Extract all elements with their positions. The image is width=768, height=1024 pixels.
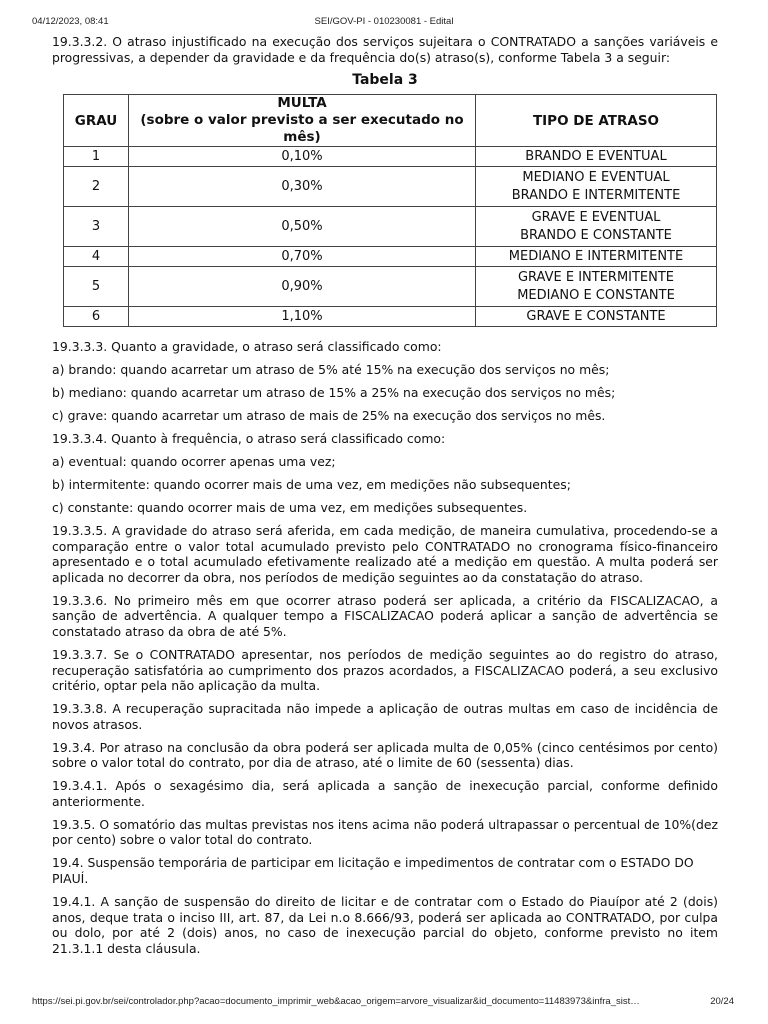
grau-cell: 2 xyxy=(64,167,129,207)
clause-paragraph: 19.3.4.1. Após o sexagésimo dia, será aplicada a sanção de inexecução parcial, conforme definido anteriormente. xyxy=(52,778,718,809)
header-multa xyxy=(129,95,476,147)
tipo-cell xyxy=(476,207,717,247)
document-body xyxy=(52,34,718,964)
clause-paragraph: 19.4. Suspensão temporária de participar em licitação e impedimentos de contratar com o ESTADO DO PIAUÍ. xyxy=(52,855,694,887)
print-footer xyxy=(0,996,768,1010)
print-date: 04/12/2023, 08:41 xyxy=(32,16,109,27)
multa-cell: 0,30% xyxy=(129,167,476,207)
clause-paragraph: b) mediano: quando acarretar um atraso de 15% a 25% na execução dos serviços no mês; xyxy=(52,385,616,401)
clause-paragraph: a) eventual: quando ocorrer apenas uma vez; xyxy=(52,454,336,470)
tipo-line: BRANDO E EVENTUAL xyxy=(525,148,667,164)
tipo-cell xyxy=(476,307,717,327)
clause-paragraph: b) intermitente: quando ocorrer mais de uma vez, em medições não subsequentes; xyxy=(52,477,571,493)
tipo-line: MEDIANO E EVENTUAL xyxy=(522,169,670,185)
tipo-line: GRAVE E EVENTUAL xyxy=(531,209,661,225)
tipo-cell xyxy=(476,147,717,167)
intro-paragraph: 19.3.3.2. O atraso injustificado na execução dos serviços sujeitara o CONTRATADO a sanções variáveis e progressivas, a depender da gravidade e da frequência do(s) atraso(s), conforme Tabela 3 a seguir: xyxy=(52,34,718,65)
clause-paragraph: 19.3.3.3. Quanto a gravidade, o atraso será classificado como: xyxy=(52,339,442,355)
multa-cell: 0,50% xyxy=(129,207,476,247)
clause-paragraph: 19.4.1. A sanção de suspensão do direito de licitar e de contratar com o Estado do Piauípor até 2 (dois) anos, deque trata o inciso III, art. 87, da Lei n.o 8.666/93, poderá ser aplicada ao CONTRATADO, por culpa ou dolo, por até 2 (dois) anos, no caso de inexecução parcial do objeto, conforme previsto no item 21.3.1.1 desta cláusula. xyxy=(52,894,718,956)
grau-cell: 1 xyxy=(64,147,129,167)
table-row xyxy=(64,247,717,267)
tipo-line: GRAVE E CONSTANTE xyxy=(526,308,666,324)
table-row xyxy=(64,307,717,327)
tipo-cell xyxy=(476,267,717,307)
clause-paragraph: 19.3.3.7. Se o CONTRATADO apresentar, nos períodos de medição seguintes ao do registro do atraso, recuperação satisfatória ao cumprimento dos prazos acordados, a FISCALIZACAO poderá, a seu exclusivo critério, optar pela não aplicação da multa. xyxy=(52,646,718,694)
tipo-line: BRANDO E CONSTANTE xyxy=(520,227,672,243)
header-multa-title: MULTA xyxy=(277,95,327,112)
clause-paragraph: 19.3.3.8. A recuperação supracitada não impede a aplicação de outras multas em caso de incidência de novos atrasos. xyxy=(52,701,718,732)
tipo-cell xyxy=(476,247,717,267)
table-row xyxy=(64,167,717,207)
multa-cell: 0,10% xyxy=(129,147,476,167)
paragraph-list xyxy=(52,339,718,956)
page-number: 20/24 xyxy=(710,996,734,1007)
clause-paragraph: 19.3.3.5. A gravidade do atraso será aferida, em cada medição, de maneira cumulativa, procedendo-se a comparação entre o valor total acumulado previsto pelo CONTRATADO no cronograma físico-financeiro apresentado e o total acumulado efetivamente realizado até a medição em questão. A multa poderá ser aplicada no decorrer da obra, nos períodos de medição seguintes ao da constatação do atraso. xyxy=(52,523,718,585)
clause-paragraph: 19.3.5. O somatório das multas previstas nos itens acima não poderá ultrapassar o percentual de 10%(dez por cento) sobre o valor total do contrato. xyxy=(52,816,718,848)
clause-paragraph: c) grave: quando acarretar um atraso de mais de 25% na execução dos serviços no mês. xyxy=(52,408,606,424)
table-row xyxy=(64,267,717,307)
table-header-row xyxy=(64,95,717,147)
multa-cell: 0,70% xyxy=(129,247,476,267)
multa-cell: 1,10% xyxy=(129,307,476,327)
clause-paragraph: 19.3.4. Por atraso na conclusão da obra poderá ser aplicada multa de 0,05% (cinco centésimos por cento) sobre o valor total do contrato, por dia de atraso, até o limite de 60 (sessenta) dias. xyxy=(52,739,718,771)
clause-paragraph: c) constante: quando ocorrer mais de uma vez, em medições subsequentes. xyxy=(52,500,528,516)
clause-paragraph: a) brando: quando acarretar um atraso de 5% até 15% na execução dos serviços no mês; xyxy=(52,362,610,378)
grau-cell: 5 xyxy=(64,267,129,307)
print-header xyxy=(0,16,768,30)
header-multa-subtitle: (sobre o valor previsto a ser executado no mês) xyxy=(140,112,464,146)
tipo-line: MEDIANO E INTERMITENTE xyxy=(508,248,684,264)
tipo-line: MEDIANO E CONSTANTE xyxy=(517,287,675,303)
tipo-cell xyxy=(476,167,717,207)
document-title: SEI/GOV-PI - 010230081 - Edital xyxy=(314,16,454,27)
grau-cell: 4 xyxy=(64,247,129,267)
tipo-line: GRAVE E INTERMITENTE xyxy=(517,269,675,285)
multa-cell: 0,90% xyxy=(129,267,476,307)
clause-paragraph: 19.3.3.4. Quanto à frequência, o atraso será classificado como: xyxy=(52,431,446,447)
penalty-table xyxy=(63,94,717,327)
grau-cell: 3 xyxy=(64,207,129,247)
header-tipo: TIPO DE ATRASO xyxy=(476,95,717,147)
table-row xyxy=(64,147,717,167)
table-row xyxy=(64,207,717,247)
tipo-line: BRANDO E INTERMITENTE xyxy=(511,187,681,203)
header-grau: GRAU xyxy=(64,95,129,147)
clause-paragraph: 19.3.3.6. No primeiro mês em que ocorrer atraso poderá ser aplicada, a critério da FISCALIZACAO, a sanção de advertência. A qualquer tempo a FISCALIZACAO poderá aplicar a sanção de advertência se constatado atraso da obra de até 5%. xyxy=(52,592,718,639)
table-title: Tabela 3 xyxy=(352,71,418,88)
grau-cell: 6 xyxy=(64,307,129,327)
footer-url: https://sei.pi.gov.br/sei/controlador.php?acao=documento_imprimir_web&acao_origem=arvore_visualizar&id_documento=11483973&infra_sist… xyxy=(32,996,640,1007)
